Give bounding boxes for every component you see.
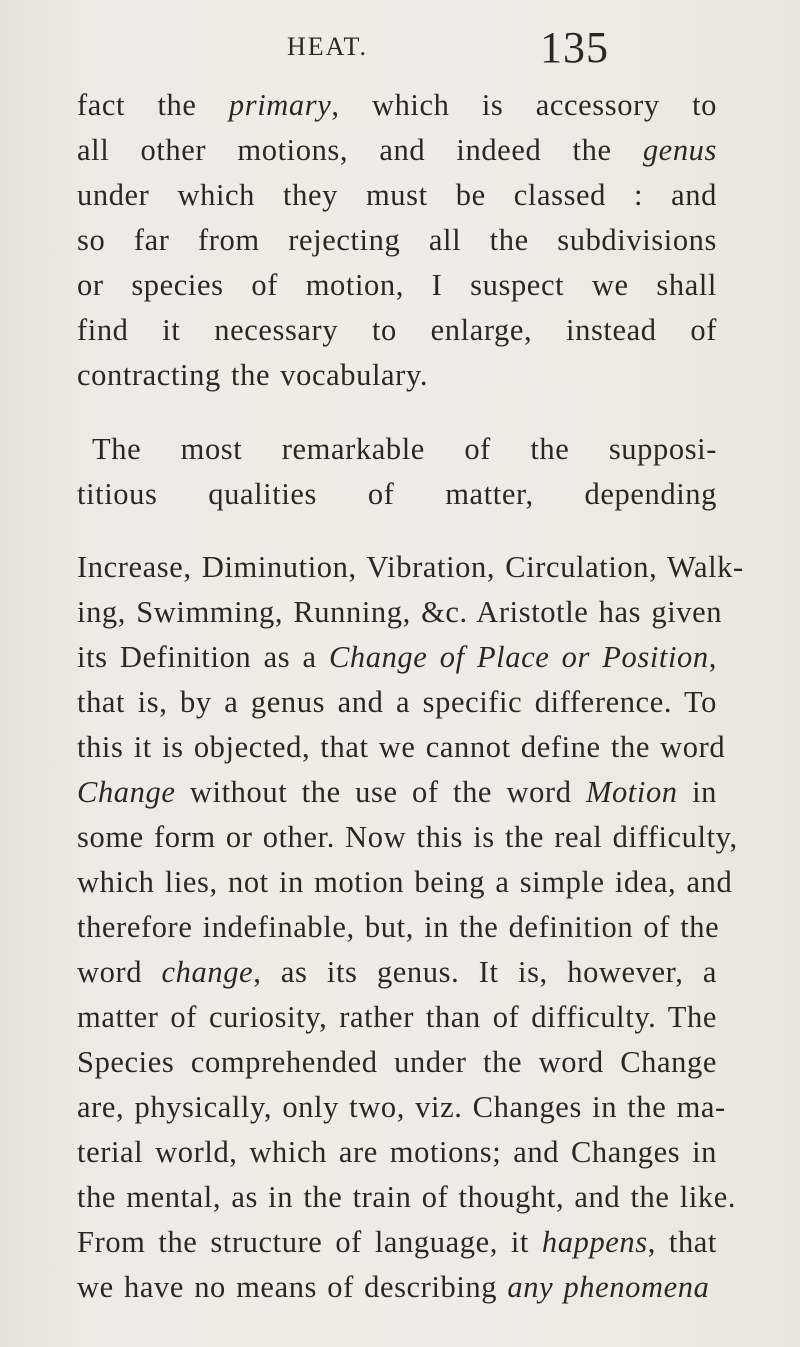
text-line: contracting the vocabulary.	[77, 358, 429, 392]
text-line: are, physically, only two, viz. Changes in the ma-	[77, 1090, 726, 1124]
text-line: therefore indefinable, but, in the definition of the	[77, 910, 720, 944]
running-head: HEAT.	[287, 32, 369, 61]
page-number: 135	[540, 23, 609, 72]
text-line: we have no means of describing any phenomena	[77, 1270, 710, 1304]
text-line: its Definition as a Change of Place or Position,	[77, 640, 717, 674]
text-line: all other motions, and indeed the genus	[77, 133, 717, 167]
text-line: The most remarkable of the supposi-	[92, 432, 717, 466]
paragraph-2	[77, 427, 717, 517]
text-line: this it is objected, that we cannot define the word	[77, 730, 726, 764]
text-line: under which they must be classed : and	[77, 178, 717, 212]
text-line: terial world, which are motions; and Changes in	[77, 1135, 717, 1169]
text-line: word change, as its genus. It is, however, a	[77, 955, 717, 989]
text-line: matter of curiosity, rather than of difficulty. The	[77, 1000, 717, 1034]
paragraph-1	[77, 83, 717, 398]
page-header	[0, 20, 800, 70]
text-line: which lies, not in motion being a simple idea, and	[77, 865, 733, 899]
text-line: From the structure of language, it happens, that	[77, 1225, 718, 1259]
text-line: Increase, Diminution, Vibration, Circulation, Walk-	[77, 550, 744, 584]
text-line: Change without the use of the word Motion in	[77, 775, 717, 809]
text-line: fact the primary, which is accessory to	[77, 88, 717, 122]
text-line: so far from rejecting all the subdivisions	[77, 223, 717, 257]
text-line: the mental, as in the train of thought, and the like.	[77, 1180, 737, 1214]
text-line: some form or other. Now this is the real difficulty,	[77, 820, 738, 854]
paragraph-3	[77, 545, 744, 1310]
text-line: ing, Swimming, Running, &c. Aristotle has given	[77, 595, 723, 629]
text-line: Species comprehended under the word Change	[77, 1045, 717, 1079]
text-line: find it necessary to enlarge, instead of	[77, 313, 717, 347]
text-line: that is, by a genus and a specific difference. To	[77, 685, 717, 719]
text-line: or species of motion, I suspect we shall	[77, 268, 717, 302]
text-line: titious qualities of matter, depending	[77, 477, 717, 511]
